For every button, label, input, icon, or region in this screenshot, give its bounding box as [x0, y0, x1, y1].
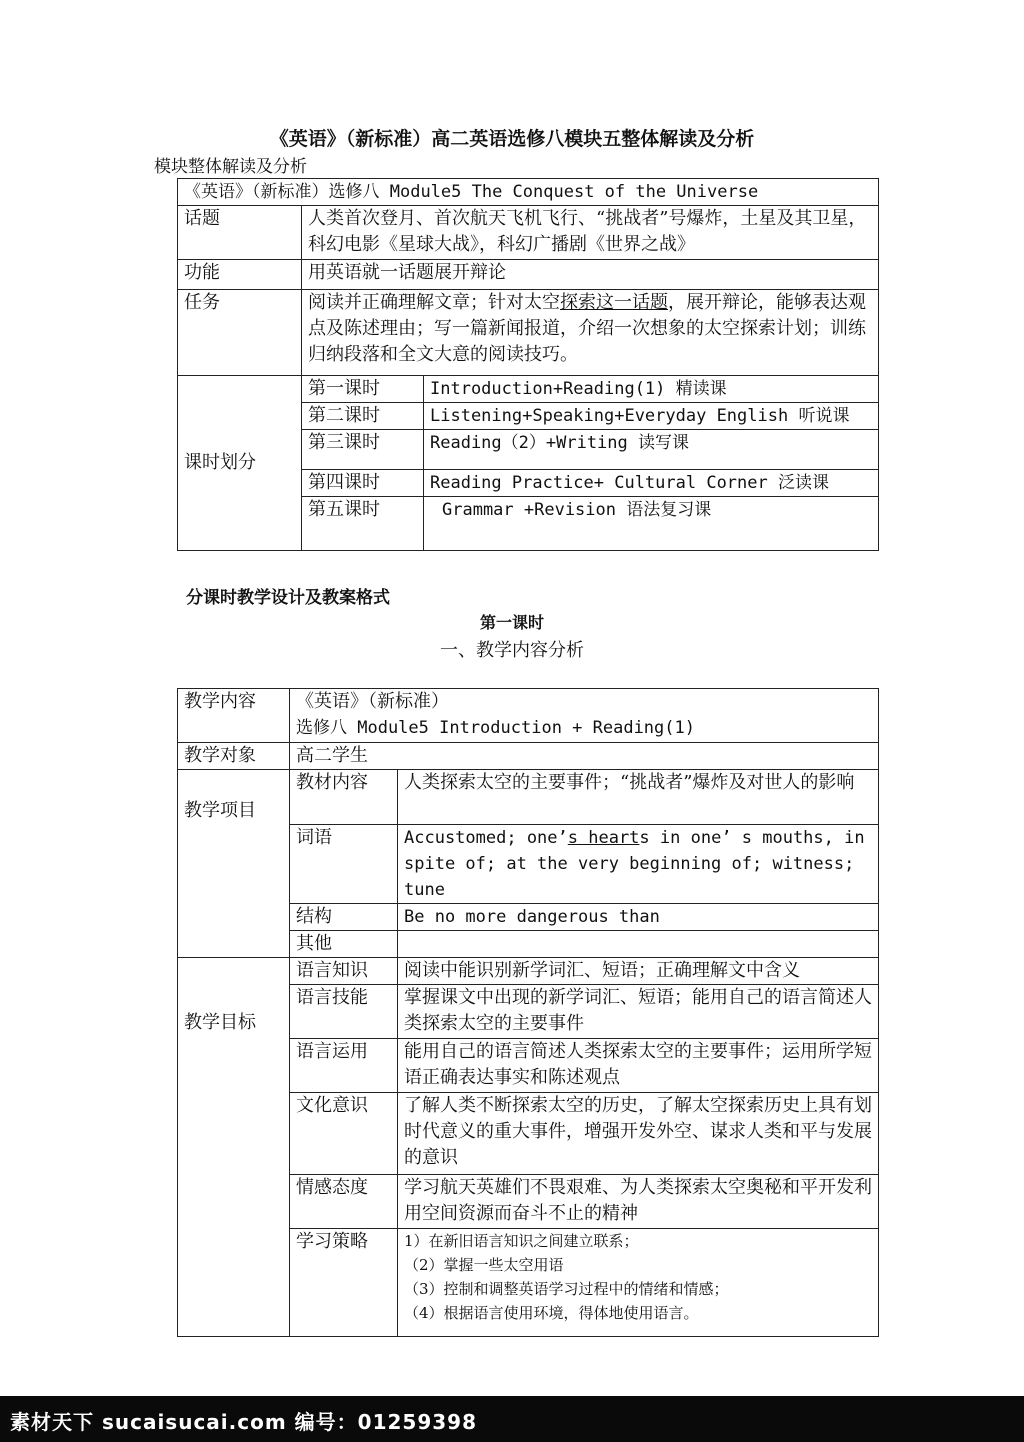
content-label: 教学内容	[178, 689, 290, 743]
goal-value-3: 能用自己的语言简述人类探索太空的主要事件；运用所学短语正确表达事实和陈述观点	[398, 1039, 879, 1093]
section-heading: 分课时教学设计及教案格式	[186, 588, 390, 608]
goal-label-4: 文化意识	[290, 1093, 398, 1175]
strategy-item-2: （2）掌握一些太空用语	[404, 1256, 564, 1274]
schedule-lesson-3: 第三课时	[302, 430, 424, 470]
schedule-lesson-2: 第二课时	[302, 403, 424, 430]
task-text-after: ，展开辩论，能够表达观点及陈述理由；写一篇新闻报道，介绍一次想象的太空探索计划；训练归纳段落和全文大意的阅读技巧。	[308, 292, 866, 365]
watermark-text: 素材天下 sucaisucai.com 编号：01259398	[10, 1410, 477, 1434]
material-value: 人类探索太空的主要事件；“挑战者”爆炸及对世人的影响	[398, 770, 879, 825]
task-label: 任务	[178, 290, 302, 376]
task-text-underlined: 探索这一话题	[560, 292, 668, 313]
vocab-text-before: Accustomed; one’	[404, 828, 568, 848]
strategy-label: 学习策略	[290, 1229, 398, 1337]
goal-label-5: 情感态度	[290, 1175, 398, 1229]
items-label: 教学项目	[178, 770, 290, 958]
topic-value: 人类首次登月、首次航天飞机飞行、“挑战者”号爆炸，土星及其卫星，科幻电影《星球大战》，科幻广播剧《世界之战》	[302, 206, 879, 260]
audience-label: 教学对象	[178, 743, 290, 770]
strategy-item-4: （4）根据语言使用环境，得体地使用语言。	[404, 1304, 699, 1322]
vocab-value	[398, 825, 879, 904]
goal-label-3: 语言运用	[290, 1039, 398, 1093]
material-label: 教材内容	[290, 770, 398, 825]
content-value	[290, 689, 879, 743]
schedule-content-3: Reading（2）+Writing 读写课	[424, 430, 879, 470]
task-value	[302, 290, 879, 376]
schedule-content-1: Introduction+Reading(1) 精读课	[424, 376, 879, 403]
function-label: 功能	[178, 260, 302, 290]
schedule-lesson-1: 第一课时	[302, 376, 424, 403]
schedule-content-2: Listening+Speaking+Everyday English 听说课	[424, 403, 879, 430]
goal-value-1: 阅读中能识别新学词汇、短语；正确理解文中含义	[398, 958, 879, 985]
strategy-list	[398, 1229, 879, 1337]
strategy-item-1: 1）在新旧语言知识之间建立联系；	[404, 1232, 639, 1250]
module-overview-table	[177, 178, 879, 551]
strategy-item-3: （3）控制和调整英语学习过程中的情绪和情感；	[404, 1280, 729, 1298]
goal-value-4: 了解人类不断探索太空的历史，了解太空探索历史上具有划时代意义的重大事件，增强开发外空、谋求人类和平与发展的意识	[398, 1093, 879, 1175]
function-value: 用英语就一话题展开辩论	[302, 260, 879, 290]
other-label: 其他	[290, 931, 398, 958]
goal-value-5: 学习航天英雄们不畏艰难、为人类探索太空奥秘和平开发利用空间资源而奋斗不止的精神	[398, 1175, 879, 1229]
vocab-label: 词语	[290, 825, 398, 904]
schedule-content-5: Grammar +Revision 语法复习课	[424, 497, 879, 551]
structure-value: Be no more dangerous than	[398, 904, 879, 931]
analysis-heading: 一、教学内容分析	[440, 640, 584, 661]
lesson-heading: 第一课时	[479, 613, 544, 632]
structure-label: 结构	[290, 904, 398, 931]
document-title: 《英语》（新标准）高二英语选修八模块五整体解读及分析	[269, 128, 755, 150]
goals-label: 教学目标	[178, 958, 290, 1337]
vocab-text-after: s in one’ s mouths, in spite of; at the very beginning of; witness; tune	[404, 828, 865, 900]
content-line-1: 《英语》（新标准）	[296, 691, 449, 712]
schedule-label: 课时划分	[178, 376, 302, 551]
lesson-analysis-table	[177, 688, 879, 1337]
schedule-lesson-5: 第五课时	[302, 497, 424, 551]
content-line-2: 选修八 Module5 Introduction + Reading(1)	[296, 718, 695, 738]
vocab-text-underlined: s heart	[567, 828, 640, 848]
task-text-before: 阅读并正确理解文章；针对太空	[308, 292, 560, 313]
goal-label-1: 语言知识	[290, 958, 398, 985]
schedule-content-4: Reading Practice+ Cultural Corner 泛读课	[424, 470, 879, 497]
topic-label: 话题	[178, 206, 302, 260]
watermark-bar	[0, 1396, 1024, 1442]
goal-value-2: 掌握课文中出现的新学词汇、短语；能用自己的语言简述人类探索太空的主要事件	[398, 985, 879, 1039]
goal-label-2: 语言技能	[290, 985, 398, 1039]
document-subtitle: 模块整体解读及分析	[154, 157, 307, 177]
schedule-lesson-4: 第四课时	[302, 470, 424, 497]
other-value	[398, 931, 879, 958]
overview-header: 《英语》（新标准）选修八 Module5 The Conquest of the Universe	[178, 179, 879, 206]
audience-value: 高二学生	[290, 743, 879, 770]
